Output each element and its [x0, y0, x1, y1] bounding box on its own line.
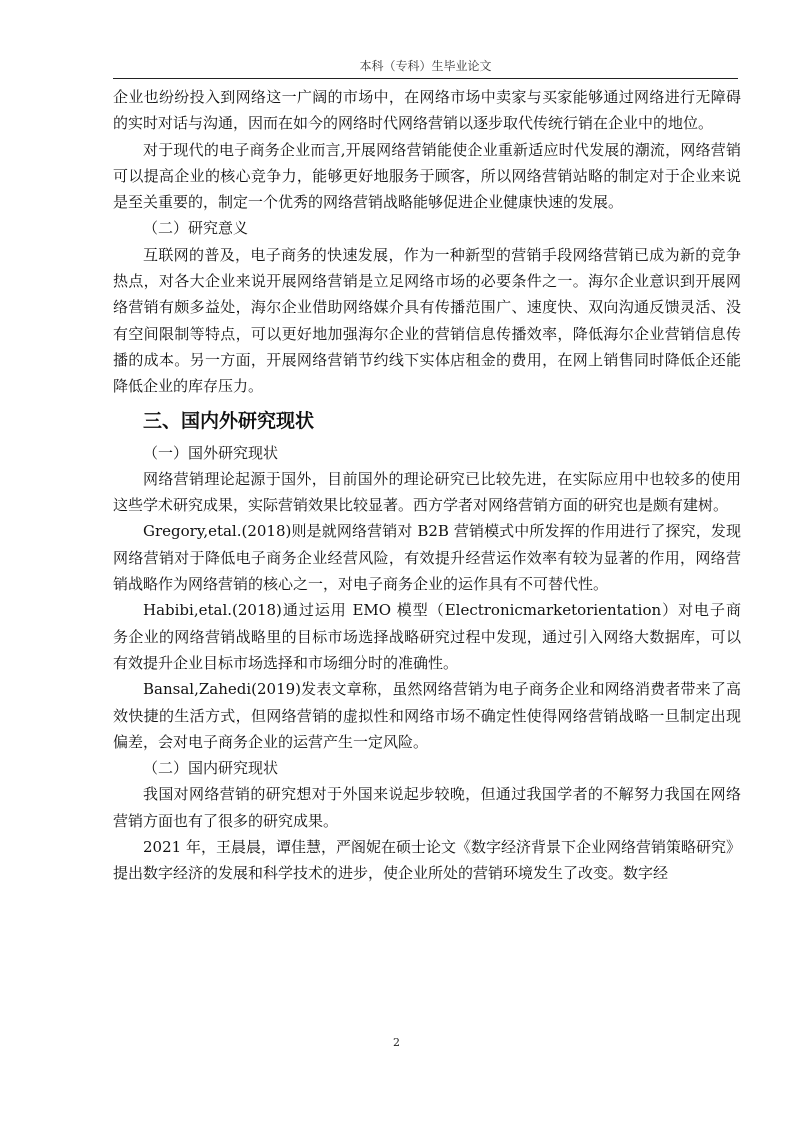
page-number: 2	[393, 1036, 400, 1049]
paragraph-domestic-overview: 我国对网络营销的研究想对于外国来说起步较晚，但通过我国学者的不解努力我国在网络营销方面也有了很多的研究成果。	[113, 785, 741, 830]
subheading-domestic-research: （二）国内研究现状	[143, 759, 279, 778]
paragraph-continuation: 企业也纷纷投入到网络这一广阔的市场中，在网络市场中卖家与买家能够通过网络进行无障碍的实时对话与沟通，因而在如今的网络时代网络营销以逐步取代传统行销在企业中的地位。	[113, 88, 741, 133]
paragraph-habibi: Habibi,etal.(2018)通过运用 EMO 模型（Electronicmarketorientation）对电子商务企业的网络营销战略里的目标市场选择战略研究过程中发现，通过引入网络大数据库，可以有效提升企业目标市场选择和市场细分时的准确性。	[113, 601, 741, 672]
paragraph-gregory: Gregory,etal.(2018)则是就网络营销对 B2B 营销模式中所发挥的作用进行了探究，发现网络营销对于降低电子商务企业经营风险，有效提升经营运作效率有较为显著的作用，网络营销战略作为网络营销的核心之一，对电子商务企业的运作具有不可替代性。	[113, 522, 741, 594]
paragraph-wang-2021: 2021 年，王晨晨，谭佳慧，严阁妮在硕士论文《数字经济背景下企业网络营销策略研究》提出数字经济的发展和科学技术的进步，使企业所处的营销环境发生了改变。数字经	[113, 838, 741, 883]
paragraph-ecommerce-strategy: 对于现代的电子商务企业而言,开展网络营销能使企业重新适应时代发展的潮流，网络营销可以提高企业的核心竞争力，能够更好地服务于顾客，所以网络营销站略的制定对于企业来说是至关重要的，制定一个优秀的网络营销战略能够促进企业健康快速的发展。	[113, 140, 741, 212]
document-body	[113, 84, 741, 887]
page-header: 本科（专科）生毕业论文	[359, 59, 492, 73]
paragraph-foreign-overview: 网络营销理论起源于国外，目前国外的理论研究已比较先进，在实际应用中也较多的使用这些学术研究成果，实际营销效果比较显著。西方学者对网络营销方面的研究也是颇有建树。	[113, 469, 741, 515]
section-heading-literature-review: 三、国内外研究现状	[143, 409, 315, 432]
subheading-research-significance: （二）研究意义	[143, 219, 249, 238]
subheading-foreign-research: （一）国外研究现状	[143, 443, 279, 462]
header-rule	[113, 78, 738, 79]
paragraph-research-significance: 互联网的普及，电子商务的快速发展，作为一种新型的营销手段网络营销已成为新的竞争热点，对各大企业来说开展网络营销是立足网络市场的必要条件之一。海尔企业意识到开展网络营销有颇多益处，海尔企业借助网络媒介具有传播范围广、速度快、双向沟通反馈灵活、没有空间限制等特点，可以更好地加强海尔企业的营销信息传播效率，降低海尔企业营销信息传播的成本。另一方面，开展网络营销节约线下实体店租金的费用，在网上销售同时降低企还能降低企业的库存压力。	[113, 245, 741, 396]
paragraph-bansal: Bansal,Zahedi(2019)发表文章称，虽然网络营销为电子商务企业和网络消费者带来了高效快捷的生活方式，但网络营销的虚拟性和网络市场不确定性使得网络营销战略一旦制定出现偏差，会对电子商务企业的运营产生一定风险。	[113, 680, 741, 751]
